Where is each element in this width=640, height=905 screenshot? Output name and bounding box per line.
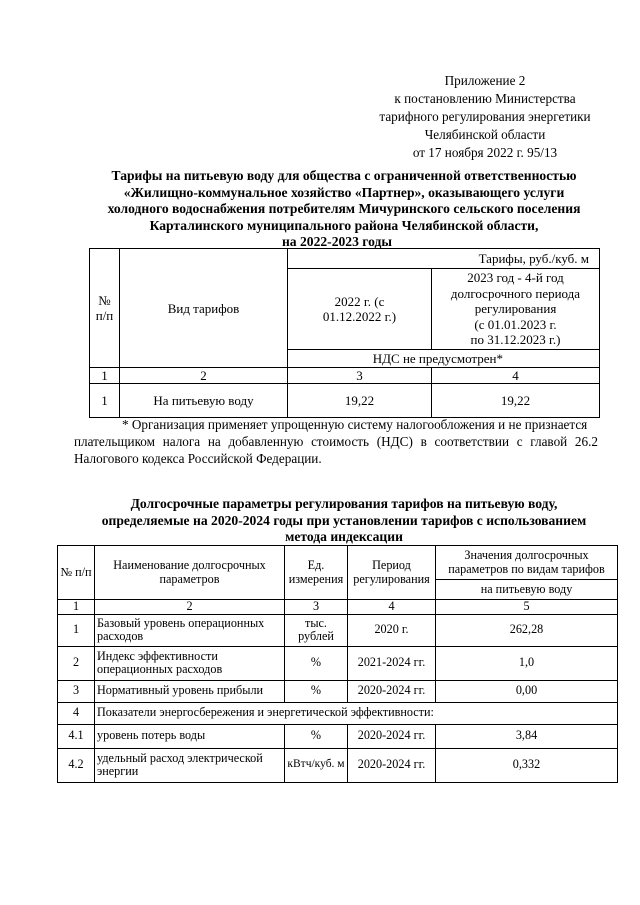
row-num: 4.2 <box>58 748 95 782</box>
appendix-header <box>345 72 625 162</box>
index-cell: 3 <box>288 368 432 384</box>
footnote-rest: плательщиком налога на добавленную стоимость (НДС) в соответствии с главой 26.2 Налогового кодекса Российской Федерации. <box>74 434 598 466</box>
index-cell: 1 <box>90 368 120 384</box>
index-cell: 2 <box>120 368 288 384</box>
table-row <box>58 680 618 702</box>
row-num: 1 <box>90 384 120 418</box>
row-num: 1 <box>58 614 95 646</box>
header-tariffs: Тарифы, руб./куб. м <box>288 249 600 269</box>
title-line: метода индексации <box>285 529 403 544</box>
row-value-2023: 19,22 <box>432 384 600 418</box>
row-name: Индекс эффективности операционных расходов <box>95 646 285 680</box>
parameters-title <box>70 496 618 546</box>
title-line: определяемые на 2020-2024 годы при установлении тарифов с использованием <box>101 512 587 528</box>
header-period: Период регулирования <box>348 546 436 600</box>
header-values: Значения долгосрочных параметров по видам тарифов <box>436 546 618 580</box>
table-row <box>58 748 618 782</box>
row-value: 262,28 <box>436 614 618 646</box>
row-num: 4 <box>58 702 95 724</box>
row-num: 4.1 <box>58 724 95 748</box>
row-name: уровень потерь воды <box>95 724 285 748</box>
index-cell: 4 <box>348 600 436 615</box>
tariffs-table <box>89 248 600 418</box>
appendix-line: тарифного регулирования энергетики <box>379 109 591 124</box>
header-2022 <box>288 269 432 350</box>
header-type: Вид тарифов <box>120 249 288 368</box>
row-num: 2 <box>58 646 95 680</box>
table-row <box>58 646 618 680</box>
row-value: 3,84 <box>436 724 618 748</box>
row-num: 3 <box>58 680 95 702</box>
row-name: Нормативный уровень прибыли <box>95 680 285 702</box>
row-name: удельный расход электрической энергии <box>95 748 285 782</box>
row-name: Базовый уровень операционных расходов <box>95 614 285 646</box>
index-cell: 1 <box>58 600 95 615</box>
parameters-table <box>57 545 618 783</box>
index-cell: 2 <box>95 600 285 615</box>
header-2023-line: 2023 год - 4-й год <box>467 270 564 286</box>
index-cell: 5 <box>436 600 618 615</box>
title-line: Карталинского муниципального района Челябинской области, <box>149 217 539 233</box>
header-2023 <box>432 269 600 350</box>
tariffs-title <box>70 168 618 251</box>
title-line: на 2022-2023 годы <box>281 234 393 249</box>
row-period: 2020-2024 гг. <box>348 724 436 748</box>
row-unit: % <box>285 680 348 702</box>
row-period: 2020-2024 гг. <box>348 748 436 782</box>
header-2023-line: долгосрочного периода <box>450 285 581 301</box>
header-2023-line: (с 01.01.2023 г. <box>474 316 557 332</box>
row-value: 1,0 <box>436 646 618 680</box>
footnote-line: * Организация применяет упрощенную систему налогообложения и не признается <box>122 417 588 432</box>
header-water: на питьевую воду <box>436 580 618 600</box>
header-name-text: Наименование долгосрочных параметров <box>113 558 266 586</box>
row-unit: кВтч/куб. м <box>285 748 348 782</box>
appendix-line: Приложение 2 <box>444 73 526 88</box>
table-row <box>58 614 618 646</box>
row-unit: тыс. рублей <box>285 614 348 646</box>
header-num: № п/п <box>90 249 120 368</box>
row-unit: % <box>285 724 348 748</box>
row-period: 2020-2024 гг. <box>348 680 436 702</box>
row-type: На питьевую воду <box>120 384 288 418</box>
header-unit: Ед. измерения <box>285 546 348 600</box>
title-line: Долгосрочные параметры регулирования тарифов на питьевую воду, <box>130 496 558 511</box>
section-text: Показатели энергосбережения и энергетической эффективности: <box>95 702 618 724</box>
appendix-line: от 17 ноября 2022 г. 95/13 <box>412 145 558 160</box>
row-period: 2021-2024 гг. <box>348 646 436 680</box>
appendix-line: к постановлению Министерства <box>394 91 576 106</box>
index-cell: 3 <box>285 600 348 615</box>
header-num: № п/п <box>58 546 95 600</box>
vat-note: НДС не предусмотрен* <box>288 350 600 368</box>
footnote <box>74 416 598 467</box>
row-value: 0,332 <box>436 748 618 782</box>
section-row <box>58 702 618 724</box>
row-period: 2020 г. <box>348 614 436 646</box>
title-line: холодного водоснабжения потребителям Мичуринского сельского поселения <box>107 201 581 216</box>
header-2023-line: регулирования <box>474 301 557 317</box>
row-value: 0,00 <box>436 680 618 702</box>
title-line: «Жилищно-коммунальное хозяйство «Партнер», оказывающего услуги <box>123 184 565 200</box>
index-cell: 4 <box>432 368 600 384</box>
table-row <box>58 724 618 748</box>
row-value-2022: 19,22 <box>288 384 432 418</box>
header-2022-text: 2022 г. (с 01.12.2022 г.) <box>322 294 397 324</box>
title-line: Тарифы на питьевую воду для общества с ограниченной ответственностью <box>111 168 577 183</box>
appendix-line: Челябинской области <box>424 127 546 142</box>
header-2023-line: по 31.12.2023 г.) <box>470 332 561 348</box>
row-unit: % <box>285 646 348 680</box>
header-name <box>95 546 285 600</box>
